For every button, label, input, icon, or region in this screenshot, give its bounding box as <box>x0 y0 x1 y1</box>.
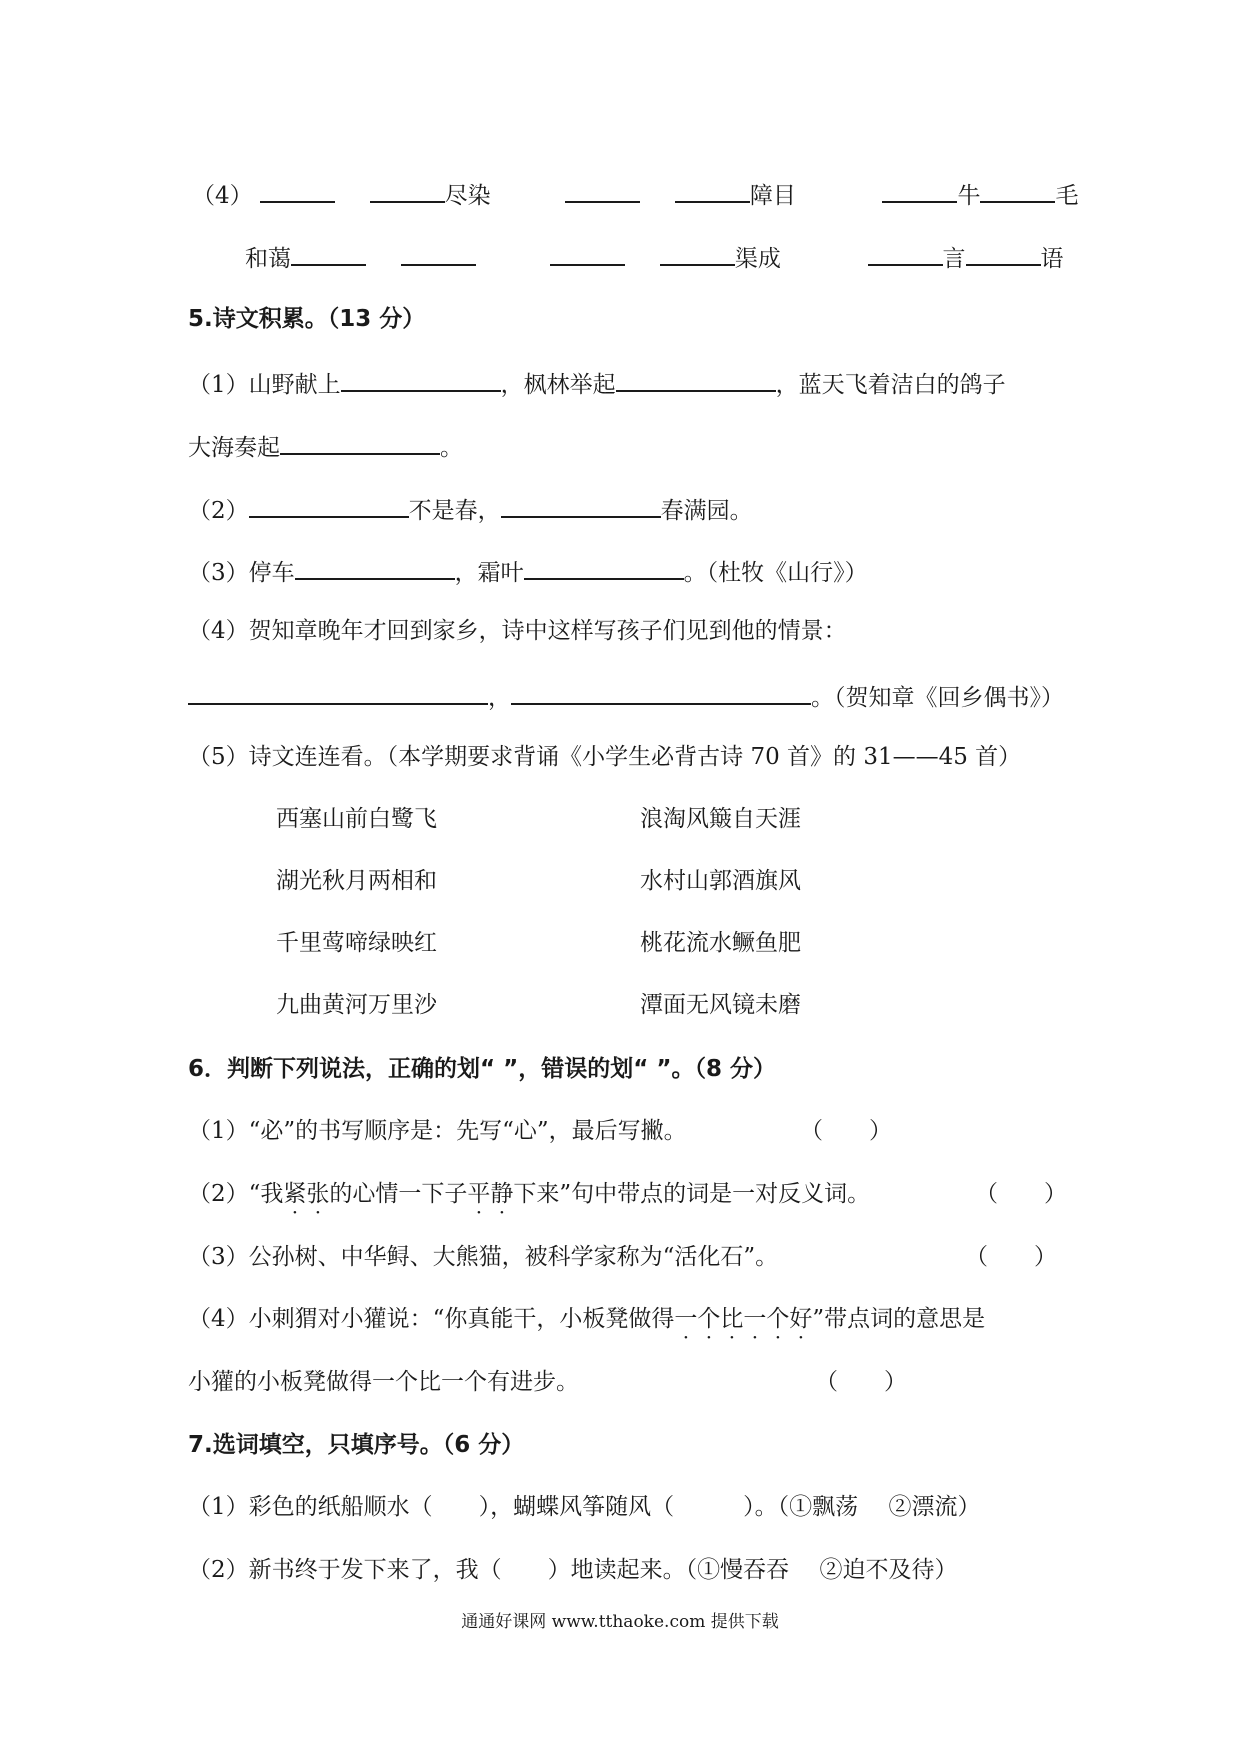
poem-right-1[interactable]: 浪淘风簸自天涯 <box>640 806 801 832</box>
q5-line5: （4）贺知章晚年才回到家乡，诗中这样写孩子们见到他的情景： <box>188 618 847 644</box>
blank[interactable] <box>966 238 1041 266</box>
poem-right-3[interactable]: 桃花流水鳜鱼肥 <box>640 930 801 956</box>
q6-item2: （2）“我紧张的心情一下子平静下来”句中带点的词是一对反义词。 <box>188 1181 871 1207</box>
answer-paren[interactable]: （ ） <box>965 1244 1057 1270</box>
poem-left-2[interactable]: 湖光秋月两相和 <box>276 868 437 894</box>
q6-item4: （4）小刺猬对小獾说：“你真能干，小板凳做得一个比一个好”带点词的意思是 <box>188 1306 986 1332</box>
blank[interactable] <box>524 552 684 580</box>
q5-line1: （1）山野献上 ，枫林举起 ，蓝天飞着洁白的鸽子 <box>188 364 1006 402</box>
page-footer: 通通好课网 www.tthaoke.com 提供下载 <box>461 1612 779 1632</box>
q5-line3: （2） 不是春， 春满园。 <box>188 490 753 528</box>
q5-line2: 大海奏起 。 <box>188 427 463 465</box>
q4-row1: （4） 尽染 障目 牛 毛 <box>192 175 1078 213</box>
blank[interactable] <box>616 364 776 392</box>
q7-heading: 7.选词填空，只填序号。（6 分） <box>188 1432 525 1458</box>
q5-line6: ， 。（贺知章《回乡偶书》） <box>188 677 1064 715</box>
q5-heading: 5.诗文积累。（13 分） <box>188 306 426 332</box>
q6-heading: 6．判断下列说法，正确的划“ ”，错误的划“ ”。（8 分） <box>188 1056 776 1082</box>
q6-item5: 小獾的小板凳做得一个比一个有进步。 <box>188 1369 579 1395</box>
poem-left-3[interactable]: 千里莺啼绿映红 <box>276 930 437 956</box>
q5-line4: （3）停车 ，霜叶 。（杜牧《山行》） <box>188 552 868 590</box>
blank[interactable] <box>260 175 335 203</box>
blank[interactable] <box>370 175 445 203</box>
blank[interactable] <box>280 427 440 455</box>
q6-item3: （3）公孙树、中华鲟、大熊猫，被科学家称为“活化石”。 <box>188 1244 779 1270</box>
blank[interactable] <box>882 175 957 203</box>
answer-paren[interactable]: （ ） <box>975 1181 1067 1207</box>
blank[interactable] <box>401 238 476 266</box>
answer-paren[interactable]: （ ） <box>815 1369 907 1395</box>
q7-item2: （2）新书终于发下来了，我（ ）地读起来。（①慢吞吞 ②迫不及待） <box>188 1557 958 1583</box>
q5-line7: （5）诗文连连看。（本学期要求背诵《小学生必背古诗 70 首》的 31——45 首） <box>188 744 1022 770</box>
blank[interactable] <box>511 677 811 705</box>
blank[interactable] <box>188 677 488 705</box>
blank[interactable] <box>295 552 455 580</box>
blank[interactable] <box>501 490 661 518</box>
poem-right-2[interactable]: 水村山郭酒旗风 <box>640 868 801 894</box>
blank[interactable] <box>980 175 1055 203</box>
q7-item1: （1）彩色的纸船顺水（ ），蝴蝶风筝随风（ ）。（①飘荡 ②漂流） <box>188 1494 981 1520</box>
blank[interactable] <box>291 238 366 266</box>
poem-right-4[interactable]: 潭面无风镜未磨 <box>640 992 801 1018</box>
blank[interactable] <box>660 238 735 266</box>
q4-row2: 和蔼 渠成 言 语 <box>245 238 1064 276</box>
poem-left-4[interactable]: 九曲黄河万里沙 <box>276 992 437 1018</box>
q6-item1: （1）“必”的书写顺序是：先写“心”，最后写撇。 <box>188 1118 687 1144</box>
blank[interactable] <box>341 364 501 392</box>
answer-paren[interactable]: （ ） <box>800 1118 892 1144</box>
blank[interactable] <box>249 490 409 518</box>
blank[interactable] <box>550 238 625 266</box>
blank[interactable] <box>675 175 750 203</box>
blank[interactable] <box>565 175 640 203</box>
blank[interactable] <box>868 238 943 266</box>
poem-left-1[interactable]: 西塞山前白鹭飞 <box>276 806 437 832</box>
